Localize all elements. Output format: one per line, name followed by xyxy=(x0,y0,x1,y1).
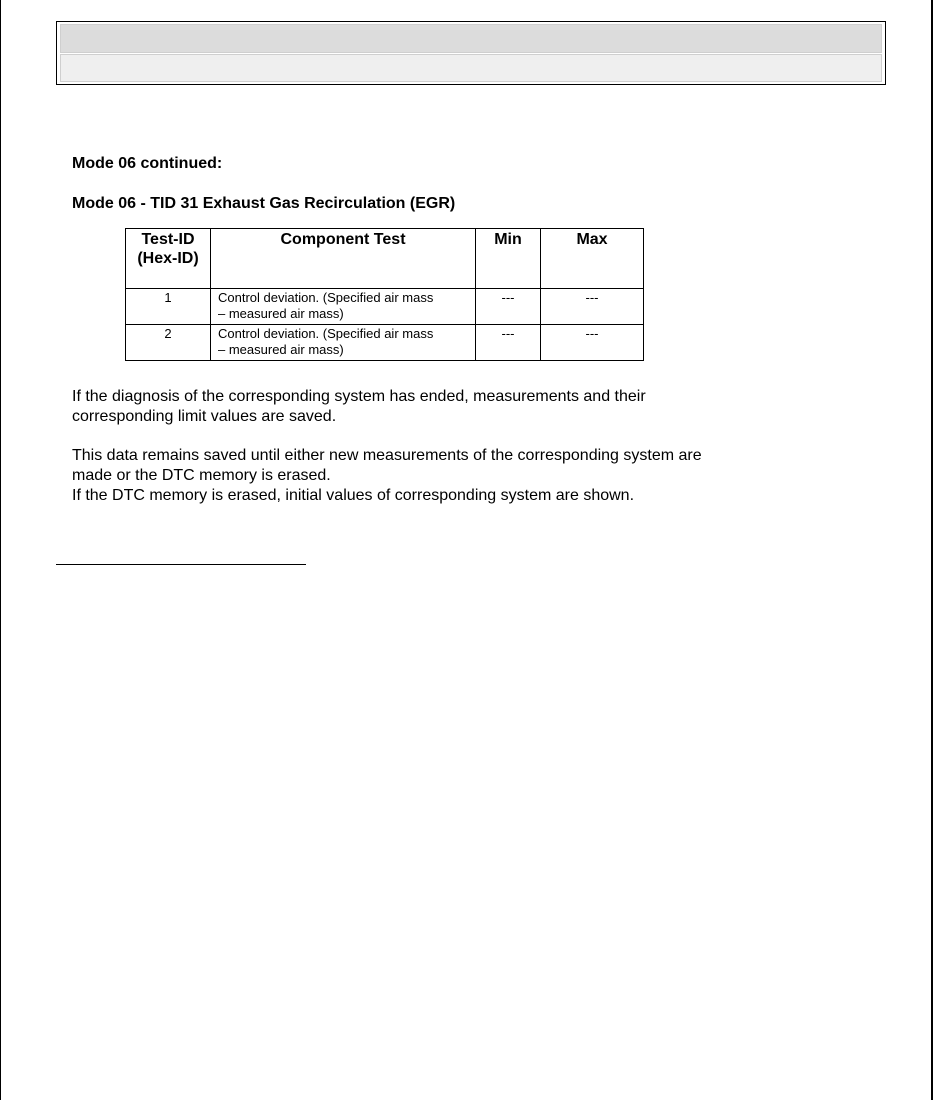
header-max: Max xyxy=(541,229,644,289)
section-heading: Mode 06 - TID 31 Exhaust Gas Recirculation (EGR) xyxy=(72,195,456,212)
header-component-test: Component Test xyxy=(211,229,476,289)
table-header-row xyxy=(126,229,644,289)
cell-max: --- xyxy=(541,289,644,325)
header-bar-bottom xyxy=(60,54,882,82)
cell-max: --- xyxy=(541,325,644,361)
mode06-table xyxy=(125,228,644,361)
paragraph-data-saved-text: This data remains saved until either new measurements of the corresponding system are made or the DTC memory is erased. xyxy=(72,447,702,484)
header-test-id xyxy=(126,229,211,289)
continued-heading: Mode 06 continued: xyxy=(72,155,223,172)
header-test-id-line2: (Hex-ID) xyxy=(137,250,199,267)
header-bar-top xyxy=(60,24,882,53)
paragraph-data-saved xyxy=(72,446,712,506)
table-row xyxy=(126,325,644,361)
table-row xyxy=(126,289,644,325)
cell-component-test xyxy=(211,289,476,325)
paragraph-diagnosis-text: If the diagnosis of the corresponding system has ended, measurements and their corresponding limit values are saved. xyxy=(72,388,646,425)
cell-test-line2: – measured air mass) xyxy=(218,342,344,357)
cell-test-line2: – measured air mass) xyxy=(218,306,344,321)
page-header xyxy=(56,21,886,85)
cell-component-test xyxy=(211,325,476,361)
cell-test-id: 2 xyxy=(126,325,211,361)
cell-test-id: 1 xyxy=(126,289,211,325)
footnote-divider xyxy=(56,564,306,565)
header-min: Min xyxy=(476,229,541,289)
cell-min: --- xyxy=(476,325,541,361)
cell-test-line1: Control deviation. (Specified air mass xyxy=(218,290,434,305)
header-test-id-line1: Test-ID xyxy=(141,231,195,248)
paragraph-initial-values-text: If the DTC memory is erased, initial values of corresponding system are shown. xyxy=(72,487,635,504)
cell-test-line1: Control deviation. (Specified air mass xyxy=(218,326,434,341)
cell-min: --- xyxy=(476,289,541,325)
paragraph-diagnosis xyxy=(72,387,712,427)
